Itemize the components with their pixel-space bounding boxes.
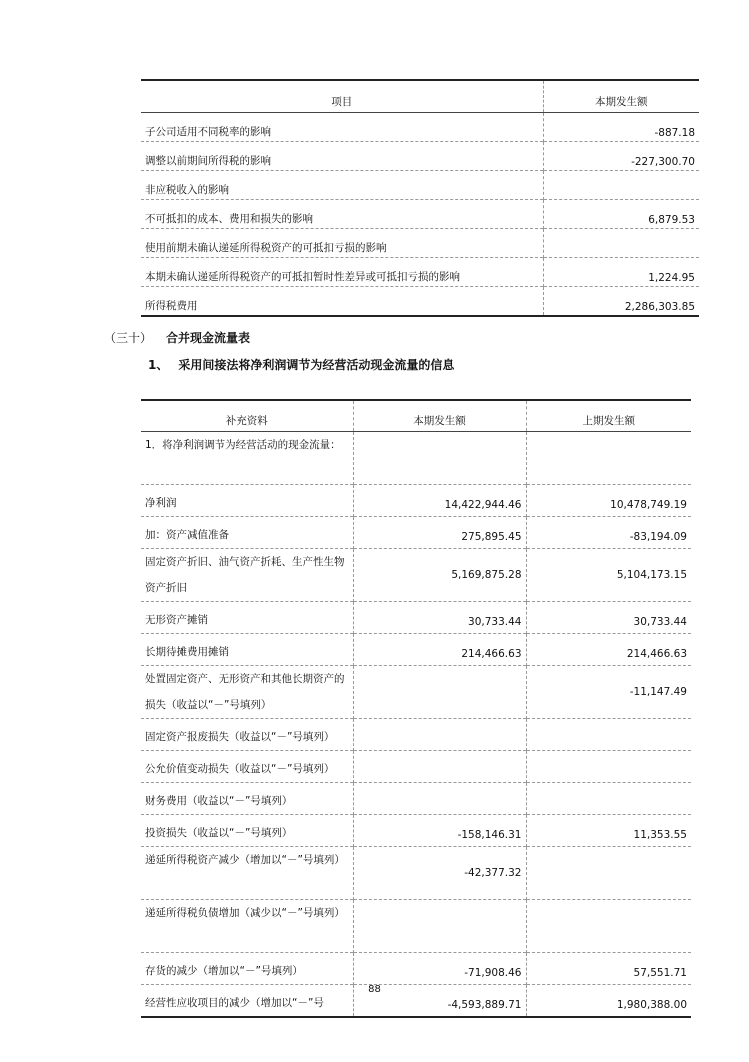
column-header-current: 本期发生额 xyxy=(353,400,526,432)
page-number: 88 xyxy=(368,984,381,995)
row-current-value xyxy=(353,719,526,751)
row-prior-value: 10,478,749.19 xyxy=(526,485,691,517)
section-title: 合并现金流量表 xyxy=(166,331,251,345)
table-row xyxy=(141,719,691,751)
column-header-item: 项目 xyxy=(141,80,543,113)
table-row xyxy=(141,666,691,719)
row-label: 投资损失（收益以“－”号填列） xyxy=(141,815,353,847)
table-row xyxy=(141,432,691,485)
row-current-value xyxy=(353,900,526,953)
row-label: 1．将净利润调节为经营活动的现金流量： xyxy=(141,432,353,485)
row-label: 处置固定资产、无形资产和其他长期资产的损失（收益以“－”号填列） xyxy=(141,666,353,719)
row-prior-value: 11,353.55 xyxy=(526,815,691,847)
column-header-prior: 上期发生额 xyxy=(526,400,691,432)
table-header-row xyxy=(141,400,691,432)
table-row xyxy=(141,485,691,517)
row-value xyxy=(543,171,699,200)
subsection-heading xyxy=(148,356,454,373)
row-value xyxy=(543,229,699,258)
row-current-value xyxy=(353,432,526,485)
row-label: 递延所得税资产减少（增加以“－”号填列） xyxy=(141,847,353,900)
row-prior-value: -11,147.49 xyxy=(526,666,691,719)
table-row xyxy=(141,229,699,258)
row-prior-value xyxy=(526,751,691,783)
table-row xyxy=(141,900,691,953)
table-row xyxy=(141,113,699,142)
table-row xyxy=(141,171,699,200)
table-row xyxy=(141,815,691,847)
row-prior-value: -83,194.09 xyxy=(526,517,691,549)
row-label: 使用前期未确认递延所得税资产的可抵扣亏损的影响 xyxy=(141,229,543,258)
row-label: 非应税收入的影响 xyxy=(141,171,543,200)
table-row xyxy=(141,287,699,317)
row-label: 本期未确认递延所得税资产的可抵扣暂时性差异或可抵扣亏损的影响 xyxy=(141,258,543,287)
row-label: 净利润 xyxy=(141,485,353,517)
row-current-value: 275,895.45 xyxy=(353,517,526,549)
column-header-current: 本期发生额 xyxy=(543,80,699,113)
subsection-title: 采用间接法将净利润调节为经营活动现金流量的信息 xyxy=(178,358,455,372)
row-label: 固定资产报废损失（收益以“－”号填列） xyxy=(141,719,353,751)
row-value: 1,224.95 xyxy=(543,258,699,287)
table-row xyxy=(141,258,699,287)
row-current-value: -71,908.46 xyxy=(353,953,526,985)
table-row xyxy=(141,953,691,985)
row-value: 2,286,303.85 xyxy=(543,287,699,317)
row-current-value: -4,593,889.71 xyxy=(353,985,526,1018)
row-current-value xyxy=(353,783,526,815)
row-prior-value: 5,104,173.15 xyxy=(526,549,691,602)
table-row xyxy=(141,549,691,602)
row-prior-value xyxy=(526,719,691,751)
cash-flow-supplement-table xyxy=(141,399,691,1018)
row-current-value: -158,146.31 xyxy=(353,815,526,847)
row-prior-value xyxy=(526,783,691,815)
table-row xyxy=(141,602,691,634)
row-prior-value xyxy=(526,847,691,900)
table-row xyxy=(141,517,691,549)
row-label: 子公司适用不同税率的影响 xyxy=(141,113,543,142)
table-header-row xyxy=(141,80,699,113)
row-label: 递延所得税负债增加（减少以“－”号填列） xyxy=(141,900,353,953)
row-label: 经营性应收项目的减少（增加以“－”号 xyxy=(141,985,353,1018)
row-label: 调整以前期间所得税的影响 xyxy=(141,142,543,171)
table-row xyxy=(141,200,699,229)
row-current-value: 30,733.44 xyxy=(353,602,526,634)
section-heading xyxy=(104,329,250,346)
row-prior-value xyxy=(526,900,691,953)
row-value: 6,879.53 xyxy=(543,200,699,229)
row-prior-value: 57,551.71 xyxy=(526,953,691,985)
row-current-value: 214,466.63 xyxy=(353,634,526,666)
row-label: 不可抵扣的成本、费用和损失的影响 xyxy=(141,200,543,229)
income-tax-reconciliation-table xyxy=(141,79,699,317)
section-number: （三十） xyxy=(104,331,153,345)
row-label: 公允价值变动损失（收益以“－”号填列） xyxy=(141,751,353,783)
row-label: 无形资产摊销 xyxy=(141,602,353,634)
row-label: 加：资产减值准备 xyxy=(141,517,353,549)
row-label: 长期待摊费用摊销 xyxy=(141,634,353,666)
column-header-supplement: 补充资料 xyxy=(141,400,353,432)
row-current-value: -42,377.32 xyxy=(353,847,526,900)
row-current-value: 14,422,944.46 xyxy=(353,485,526,517)
table-row xyxy=(141,751,691,783)
row-value: -887.18 xyxy=(543,113,699,142)
row-prior-value: 30,733.44 xyxy=(526,602,691,634)
row-current-value: 5,169,875.28 xyxy=(353,549,526,602)
row-prior-value: 214,466.63 xyxy=(526,634,691,666)
row-current-value xyxy=(353,666,526,719)
table-row xyxy=(141,847,691,900)
row-label: 存货的减少（增加以“－”号填列） xyxy=(141,953,353,985)
table-row xyxy=(141,142,699,171)
row-current-value xyxy=(353,751,526,783)
row-label: 固定资产折旧、油气资产折耗、生产性生物资产折旧 xyxy=(141,549,353,602)
row-label: 财务费用（收益以“－”号填列） xyxy=(141,783,353,815)
table-row xyxy=(141,634,691,666)
subsection-number: 1、 xyxy=(148,358,169,372)
row-prior-value xyxy=(526,432,691,485)
row-value: -227,300.70 xyxy=(543,142,699,171)
table-row xyxy=(141,783,691,815)
row-prior-value: 1,980,388.00 xyxy=(526,985,691,1018)
row-label: 所得税费用 xyxy=(141,287,543,317)
